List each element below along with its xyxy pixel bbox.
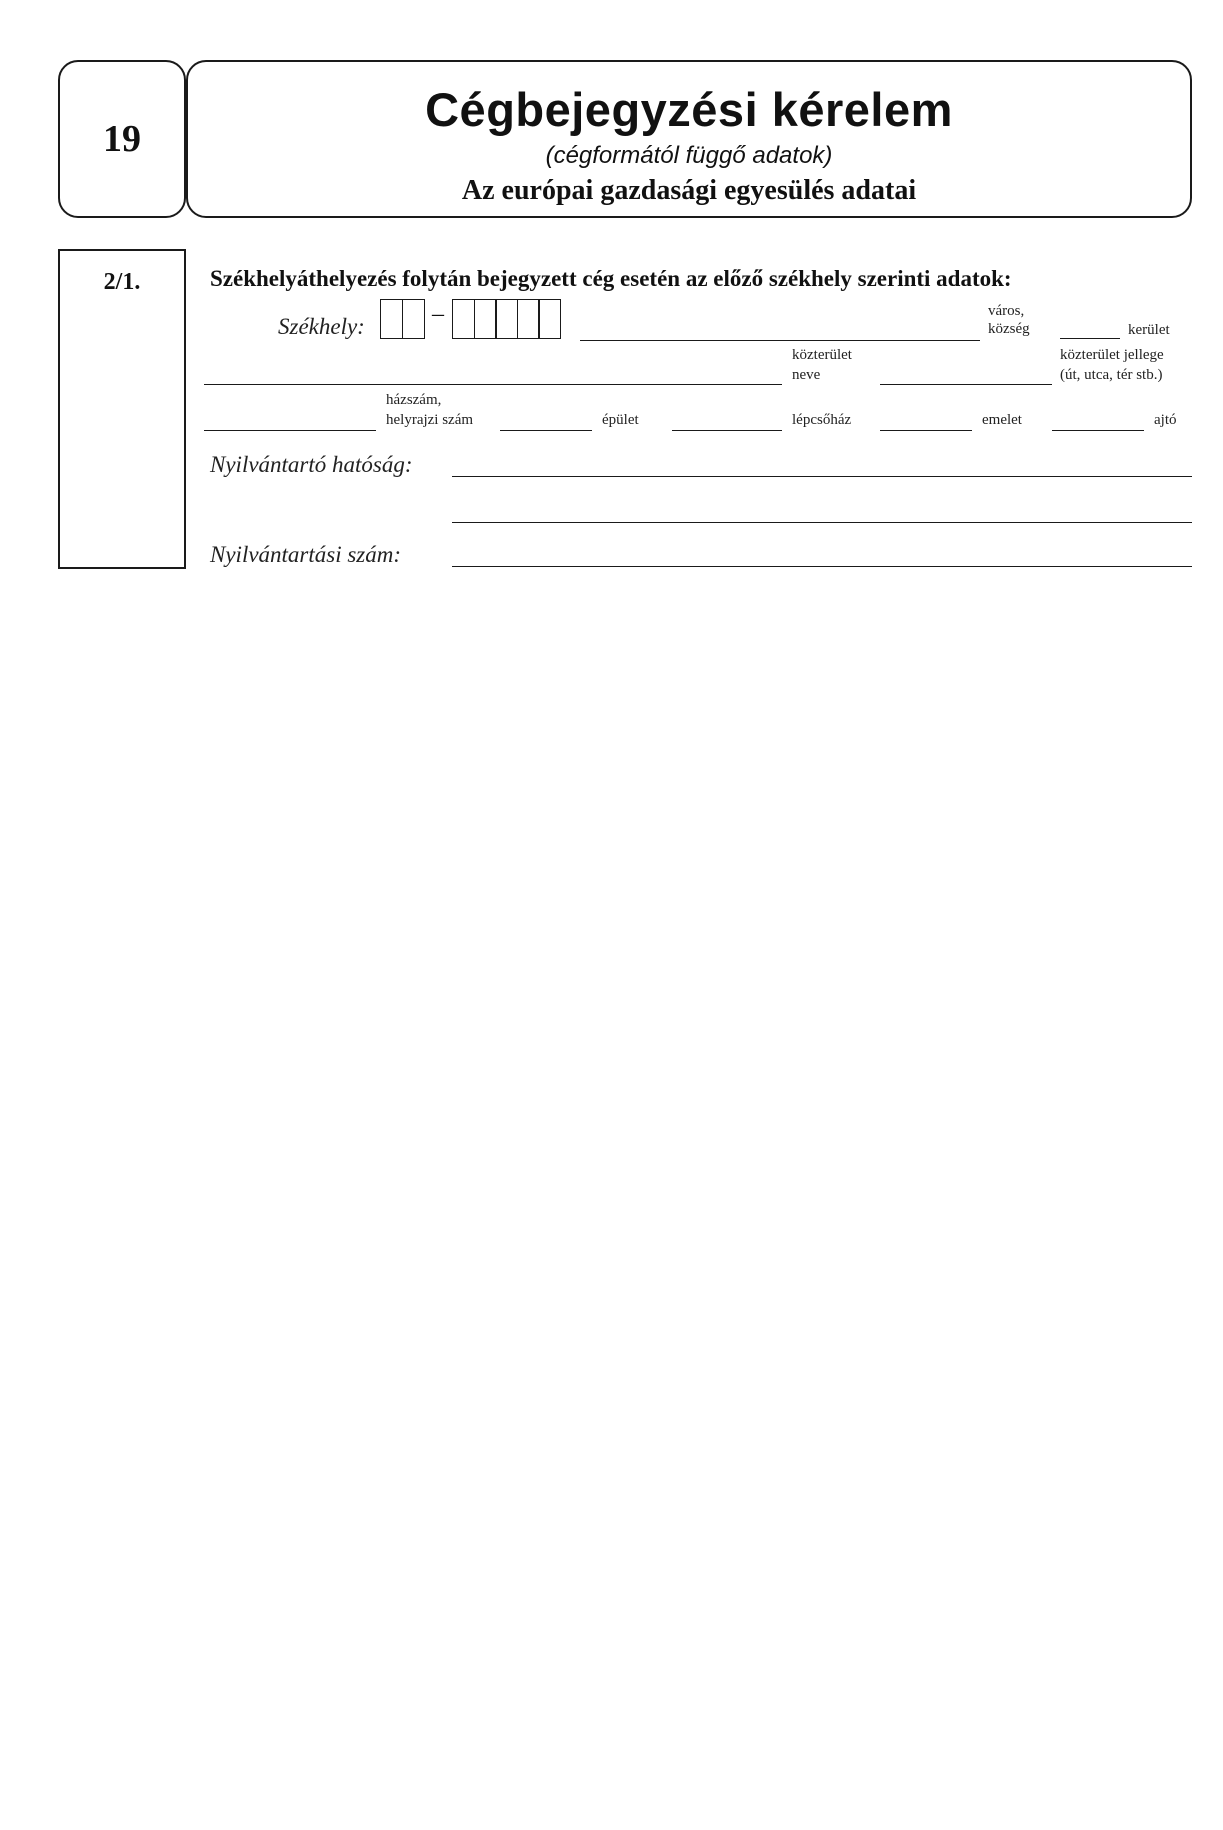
- street-name-label-2: neve: [792, 367, 821, 383]
- street-type-label-2: (út, utca, tér stb.): [1060, 367, 1163, 383]
- postcode-cells[interactable]: [380, 299, 423, 339]
- registry-authority-field-2[interactable]: [452, 522, 1192, 523]
- floor-label: emelet: [982, 412, 1022, 428]
- form-title: Cégbejegyzési kérelem: [425, 83, 953, 136]
- door-field[interactable]: [1052, 430, 1144, 431]
- staircase-label: lépcsőház: [792, 412, 852, 428]
- floor-field[interactable]: [880, 430, 972, 431]
- form-page-number: 19: [103, 118, 141, 160]
- settlement-code-cell[interactable]: [474, 299, 497, 339]
- settlement-code-cell[interactable]: [538, 299, 561, 339]
- settlement-code-cell[interactable]: [495, 299, 518, 339]
- city-label-1: város,: [988, 303, 1025, 319]
- section-intro: Székhelyáthelyezés folytán bejegyzett cég esetén az előző székhely szerinti adatok:: [210, 266, 1012, 291]
- street-type-field[interactable]: [880, 384, 1052, 385]
- staircase-field[interactable]: [672, 430, 782, 431]
- registry-authority-label: Nyilvántartó hatóság:: [210, 452, 413, 477]
- city-field[interactable]: [580, 340, 980, 341]
- city-label-2: község: [988, 321, 1030, 337]
- form-page-number-box: [58, 60, 186, 218]
- district-label: kerület: [1128, 322, 1170, 338]
- house-number-label-2: helyrajzi szám: [386, 412, 474, 428]
- street-name-label-1: közterület: [792, 347, 852, 363]
- district-field[interactable]: [1060, 338, 1120, 339]
- section-number-box: [58, 249, 186, 569]
- form-heading: Az európai gazdasági egyesülés adatai: [461, 175, 917, 206]
- registry-number-label: Nyilvántartási szám:: [210, 542, 402, 567]
- settlement-code-cell[interactable]: [517, 299, 540, 339]
- street-type-label-1: közterület jellege: [1060, 347, 1164, 363]
- settlement-code-cells[interactable]: [452, 299, 560, 339]
- registry-authority-field-1[interactable]: [452, 476, 1192, 477]
- building-field[interactable]: [500, 430, 592, 431]
- form-title-box: [186, 60, 1192, 218]
- door-label: ajtó: [1154, 412, 1177, 428]
- section-number: 2/1.: [103, 269, 141, 295]
- building-label: épület: [602, 412, 639, 428]
- house-number-label-1: házszám,: [386, 392, 442, 408]
- form-subtitle: (cégformától függő adatok): [545, 142, 833, 169]
- postcode-cell[interactable]: [380, 299, 403, 339]
- seat-label: Székhely:: [278, 314, 365, 339]
- house-number-field[interactable]: [204, 430, 376, 431]
- postcode-dash: –: [432, 301, 444, 327]
- postcode-cell[interactable]: [402, 299, 425, 339]
- registry-number-field[interactable]: [452, 566, 1192, 567]
- settlement-code-cell[interactable]: [452, 299, 475, 339]
- street-name-field[interactable]: [204, 384, 782, 385]
